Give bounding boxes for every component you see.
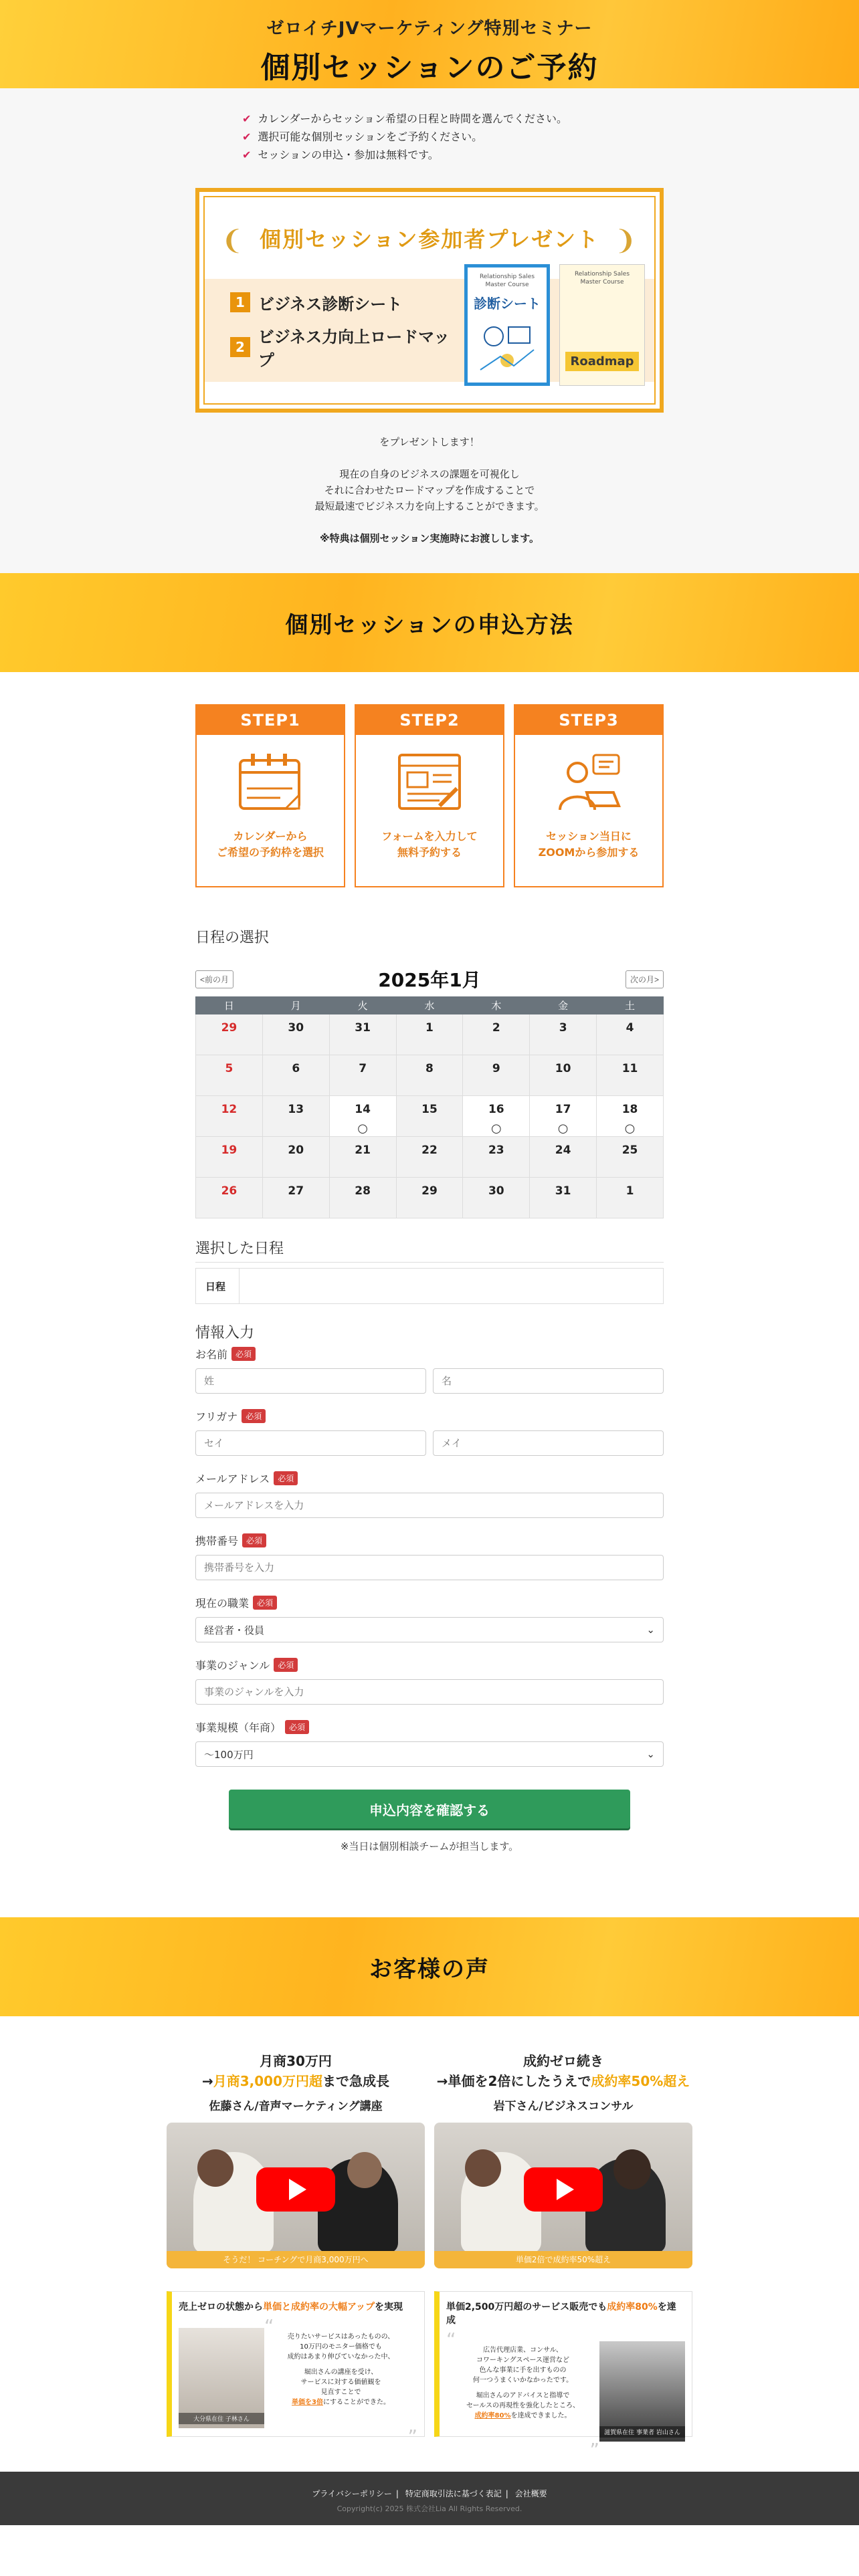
- genre-field[interactable]: [195, 1679, 664, 1705]
- steps: [195, 704, 664, 887]
- calendar-day: 10: [530, 1055, 597, 1096]
- gift-item: [230, 291, 464, 314]
- calendar-day: 24: [530, 1137, 597, 1178]
- required-badge: 必須: [274, 1471, 298, 1485]
- weekday-header: 日: [196, 997, 263, 1014]
- calendar-day-available[interactable]: 14 ○: [329, 1096, 396, 1137]
- company-link[interactable]: 会社概要: [514, 2489, 547, 2498]
- calendar-week: [196, 1014, 664, 1055]
- calendar-week: [196, 1178, 664, 1218]
- prev-month-button[interactable]: <前の月: [195, 970, 233, 988]
- calendar-day: 31: [329, 1014, 396, 1055]
- gift-number: 1: [230, 292, 250, 312]
- available-mark-icon: ○: [624, 1121, 636, 1136]
- check-icon: ✔: [242, 130, 252, 143]
- job-label: 現在の職業 必須: [195, 1595, 664, 1610]
- section-title: 個別セッションの申込方法: [285, 611, 574, 639]
- kana-first-input[interactable]: [433, 1430, 664, 1456]
- calendar-day: 27: [262, 1178, 329, 1218]
- gift-items: [205, 271, 654, 382]
- calendar-day: 6: [262, 1055, 329, 1096]
- calendar-day: 8: [396, 1055, 463, 1096]
- phone-label: 携帯番号 必須: [195, 1533, 664, 1548]
- check-list: [242, 110, 617, 164]
- video-thumbnail[interactable]: そうだ！ コーチングで月商3,000万円へ: [167, 2123, 425, 2268]
- calendar-day: 7: [329, 1055, 396, 1096]
- check-icon: ✔: [242, 112, 252, 125]
- weekday-header: 水: [396, 997, 463, 1014]
- quote-open-icon: “: [446, 2329, 456, 2351]
- weekday-header: 月: [262, 997, 329, 1014]
- available-mark-icon: ○: [557, 1121, 569, 1136]
- email-field[interactable]: [195, 1493, 664, 1518]
- selected-date-label: 日程: [205, 1280, 226, 1293]
- customer-photo: 大分県在住 子林さん: [179, 2328, 264, 2428]
- hero-subtitle: ゼロイチJVマーケティング特別セミナー: [266, 19, 593, 39]
- quote-close-icon: ”: [589, 2439, 599, 2461]
- check-item: ✔ 選択可能な個別セッションをご予約ください。: [242, 130, 483, 143]
- tokushoho-link[interactable]: 特定商取引法に基づく表記: [405, 2489, 502, 2498]
- section-title: お客様の声: [369, 1955, 490, 1983]
- calendar-month: 2025年1月: [378, 969, 481, 991]
- gift-title: ❨ 個別セッション参加者プレゼント ❩: [221, 225, 638, 256]
- scale-select[interactable]: 〜100万円 ⌄: [195, 1741, 664, 1767]
- privacy-policy-link[interactable]: プライバシーポリシー: [312, 2489, 392, 2498]
- calendar-day: 29: [396, 1178, 463, 1218]
- calendar-day: 12: [196, 1096, 263, 1137]
- step-card: STEP3 セッション当日に ZOOMから参加する: [514, 704, 664, 887]
- section-band-howto: [0, 573, 859, 672]
- required-badge: 必須: [285, 1720, 309, 1734]
- calendar-day: 30: [463, 1178, 530, 1218]
- diagnosis-sheet-image: Relationship Sales Master Course 診断シート: [464, 264, 550, 386]
- chevron-down-icon: ⌄: [646, 1748, 655, 1760]
- calendar-day: 19: [196, 1137, 263, 1178]
- calendar-nav: [195, 966, 664, 992]
- form-note: ※当日は個別相談チームが担当します。: [340, 1840, 519, 1852]
- name-label: お名前 必須: [195, 1346, 664, 1362]
- calendar-day: 21: [329, 1137, 396, 1178]
- calendar-day: 11: [597, 1055, 664, 1096]
- form-icon: [356, 735, 503, 829]
- selected-date-box: [195, 1268, 664, 1304]
- chevron-down-icon: ⌄: [646, 1624, 655, 1636]
- required-badge: 必須: [242, 1409, 266, 1423]
- available-mark-icon: ○: [357, 1121, 368, 1136]
- calendar-day: 1: [396, 1014, 463, 1055]
- laurel-right-icon: ❩: [614, 225, 638, 256]
- quote-close-icon: ”: [407, 2426, 417, 2448]
- check-item: ✔ セッションの申込・参加は無料です。: [242, 148, 439, 161]
- weekday-header: 金: [530, 997, 597, 1014]
- laptop-person-icon: [515, 735, 662, 829]
- case-studies: [167, 2291, 692, 2461]
- email-label: メールアドレス 必須: [195, 1471, 664, 1486]
- calendar-week: [196, 1096, 664, 1137]
- laurel-left-icon: ❨: [221, 225, 245, 256]
- illustration-icon: [474, 316, 541, 377]
- genre-label: 事業のジャンル 必須: [195, 1657, 664, 1673]
- voice-videos: [167, 2051, 692, 2268]
- weekday-header: 木: [463, 997, 530, 1014]
- check-icon: ✔: [242, 148, 252, 161]
- calendar-day: 13: [262, 1096, 329, 1137]
- gift-label: ビジネス力向上ロードマップ: [258, 327, 450, 370]
- calendar-day: 23: [463, 1137, 530, 1178]
- roadmap-image: Relationship Sales Master Course Roadmap: [559, 264, 645, 386]
- footer: プライバシーポリシー | 特定商取引法に基づく表記 | 会社概要 Copyright(c) 2025 株式会社Lia All Rights Reserved.: [0, 2472, 859, 2525]
- case-card: 単価2,500万円超のサービス販売でも成約率80%を達成 “ 広告代理店業、コンサル、 コワーキングスペース運営など 色んな事業に手を出すものの 何一つうまくいかなかったです。 堀出さんのアドバイスと指導で セールスの再現性を強化したところ、 成約率80%を達成できました。 ” 滋賀県在住 事業者 岩山さん: [434, 2291, 692, 2437]
- weekday-header: 火: [329, 997, 396, 1014]
- calendar-table: [195, 996, 664, 1218]
- copyright: Copyright(c) 2025 株式会社Lia All Rights Reserved.: [337, 2504, 522, 2513]
- weekday-row: [196, 997, 664, 1014]
- calendar-day: 1: [597, 1178, 664, 1218]
- calendar-day: 28: [329, 1178, 396, 1218]
- weekday-header: 土: [597, 997, 664, 1014]
- calendar-day: 20: [262, 1137, 329, 1178]
- calendar-day: 29: [196, 1014, 263, 1055]
- required-badge: 必須: [231, 1347, 256, 1361]
- voice-card: 成約ゼロ続き →単価を2倍にしたうえで成約率50%超え 岩下さん/ビジネスコンサル 単価2倍で成約率50%超え: [434, 2051, 692, 2268]
- calendar-icon: [197, 735, 344, 829]
- next-month-button[interactable]: 次の月>: [626, 970, 664, 988]
- gift-item: [230, 324, 464, 370]
- check-item: ✔ カレンダーからセッション希望の日程と時間を選んでください。: [242, 112, 568, 125]
- gift-label: ビジネス診断シート: [258, 294, 403, 314]
- step-card: STEP2 フォームを入力して 無料予約する: [355, 704, 504, 887]
- case-card: 売上ゼロの状態から単価と成約率の大幅アップを実現 大分県在住 子林さん “ 売りたいサービスはあったものの、 10万円のモニター価格でも 成約はあまり伸びていなかった中、 堀出さんの講座を受け、 サービスに対する価値観を 見直すことで 単価を3倍にすることができた。 ”: [167, 2291, 425, 2437]
- case-quote: “ 売りたいサービスはあったものの、 10万円のモニター価格でも 成約はあまり伸びていなかった中、 堀出さんの講座を受け、 サービスに対する価値観を 見直すことで 単価を3倍にすることができた。 ”: [264, 2315, 417, 2448]
- first-name-input[interactable]: [433, 1368, 664, 1394]
- youtube-play-icon[interactable]: [524, 2167, 603, 2212]
- page-title: 個別セッションのご予約: [260, 51, 599, 85]
- hero-banner: [0, 0, 859, 88]
- selected-heading: 選択した日程: [195, 1241, 284, 1257]
- last-name-input[interactable]: [195, 1368, 426, 1394]
- calendar-day-available[interactable]: 17 ○: [530, 1096, 597, 1137]
- voice-card: 月商30万円 →月商3,000万円超まで急成長 佐藤さん/音声マーケティング講座 そうだ！ コーチングで月商3,000万円へ: [167, 2051, 425, 2268]
- quote-open-icon: “: [264, 2315, 274, 2337]
- intro-section: [0, 88, 859, 573]
- calendar-week: [196, 1137, 664, 1178]
- customer-photo: 滋賀県在住 事業者 岩山さん: [599, 2341, 685, 2442]
- calendar-week: [196, 1055, 664, 1096]
- gift-description: をプレゼントします！ 現在の自身のビジネスの課題を可視化し それに合わせたロードマップを作成することで 最短最速でビジネス力を向上することができます。 ※特典は個別セッション実施時にお渡しします。: [314, 436, 545, 544]
- youtube-play-icon[interactable]: [256, 2167, 335, 2212]
- form-heading: 情報入力: [195, 1325, 255, 1341]
- gift-number: 2: [230, 337, 250, 357]
- gift-box: [195, 188, 664, 413]
- video-thumbnail[interactable]: 単価2倍で成約率50%超え: [434, 2123, 692, 2268]
- calendar-day: 30: [262, 1014, 329, 1055]
- kana-label: フリガナ 必須: [195, 1408, 664, 1424]
- calendar-day: 3: [530, 1014, 597, 1055]
- step-card: STEP1 カレンダーから ご希望の予約枠を選択: [195, 704, 345, 887]
- available-mark-icon: ○: [490, 1121, 502, 1136]
- required-badge: 必須: [253, 1596, 277, 1610]
- calendar-day-available[interactable]: 18 ○: [597, 1096, 664, 1137]
- required-badge: 必須: [242, 1533, 266, 1547]
- calendar-day: 15: [396, 1096, 463, 1137]
- job-select[interactable]: 経営者・役員 ⌄: [195, 1617, 664, 1642]
- case-quote: “ 広告代理店業、コンサル、 コワーキングスペース運営など 色んな事業に手を出すものの 何一つうまくいかなかったです。 堀出さんのアドバイスと指導で セールスの再現性を強化したところ、 成約率80%を達成できました。 ”: [446, 2329, 599, 2461]
- voice-name: 岩下さん/ビジネスコンサル: [493, 2100, 634, 2113]
- calendar-day: 26: [196, 1178, 263, 1218]
- confirm-submit-button[interactable]: 申込内容を確認する: [229, 1790, 630, 1828]
- calendar-day: 25: [597, 1137, 664, 1178]
- calendar-day: 31: [530, 1178, 597, 1218]
- scale-label: 事業規模（年商） 必須: [195, 1719, 664, 1735]
- calendar-day: 9: [463, 1055, 530, 1096]
- calendar-day: 4: [597, 1014, 664, 1055]
- phone-field[interactable]: [195, 1555, 664, 1580]
- calendar-heading: 日程の選択: [195, 930, 270, 946]
- kana-last-input[interactable]: [195, 1430, 426, 1456]
- calendar-day-available[interactable]: 16 ○: [463, 1096, 530, 1137]
- voice-name: 佐藤さん/音声マーケティング講座: [209, 2100, 383, 2113]
- required-badge: 必須: [274, 1658, 298, 1672]
- calendar-day: 5: [196, 1055, 263, 1096]
- calendar-day: 22: [396, 1137, 463, 1178]
- section-band-voices: [0, 1917, 859, 2016]
- calendar-day: 2: [463, 1014, 530, 1055]
